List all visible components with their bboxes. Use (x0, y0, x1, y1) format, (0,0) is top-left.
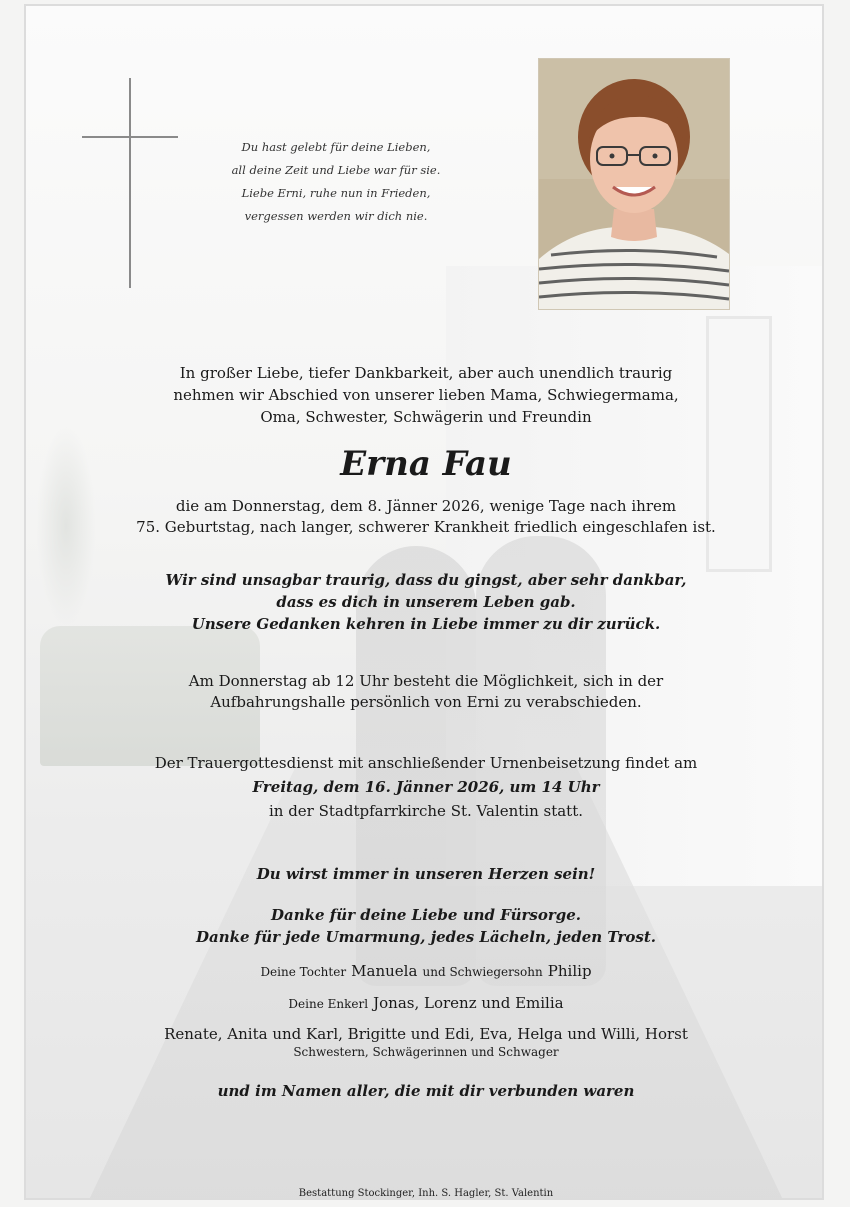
death-notice-line: 75. Geburtstag, nach langer, schwerer Krankheit friedlich eingeschlafen ist. (136, 518, 716, 536)
grandchildren-names: Jonas, Lorenz und Emilia (373, 994, 564, 1012)
death-notice-line: die am Donnerstag, dem 8. Jänner 2026, wenige Tage nach ihrem (175, 497, 677, 515)
siblings-relation: Schwestern, Schwägerinnen und Schwager (293, 1045, 559, 1059)
service-date: Freitag, dem 16. Jänner 2026, um 14 Uhr (252, 778, 600, 796)
son-in-law-name: Philip (547, 962, 592, 980)
siblings-names: Renate, Anita und Karl, Brigitte und Edi, Eva, Helga und Willi, Horst (164, 1025, 688, 1043)
family-daughter (26, 960, 824, 983)
portrait-photo (538, 58, 730, 310)
closing-text: und im Namen aller, die mit dir verbunden waren (217, 1082, 635, 1100)
viewing-info (26, 671, 824, 713)
undertaker-footer: Bestattung Stockinger, Inh. S. Hagler, St. Valentin (298, 1188, 554, 1199)
family-grandchildren (26, 992, 824, 1015)
grief-line: Unsere Gedanken kehren in Liebe immer zu dir zurück. (191, 615, 661, 633)
poem-line: Liebe Erni, ruhe nun in Frieden, (241, 186, 431, 200)
parte-frame (24, 4, 824, 1200)
poem-line: all deine Zeit und Liebe war für sie. (231, 163, 441, 177)
intro-line: Oma, Schwester, Schwägerin und Freundin (260, 408, 592, 426)
intro-text (26, 362, 824, 428)
thanks-text (26, 904, 824, 948)
daughter-name: Manuela (351, 962, 418, 980)
heart-text: Du wirst immer in unseren Herzen sein! (256, 865, 596, 883)
death-notice (26, 496, 824, 538)
thanks-line: Danke für jede Umarmung, jedes Lächeln, jeden Trost. (196, 928, 656, 946)
service-line: Der Trauergottesdienst mit anschließender Urnenbeisetzung findet am (154, 754, 698, 772)
funeral-service-info (26, 751, 824, 823)
poem-line: Du hast gelebt für deine Lieben, (241, 140, 431, 154)
deceased-name: Erna Fau (340, 444, 512, 484)
grief-line: Wir sind unsagbar traurig, dass du gingst, aber sehr dankbar, (165, 571, 687, 589)
cross-icon-vertical (129, 78, 131, 288)
thanks-line: Danke für deine Liebe und Fürsorge. (270, 906, 582, 924)
service-location: in der Stadtpfarrkirche St. Valentin statt. (268, 802, 584, 820)
viewing-line: Aufbahrungshalle persönlich von Erni zu verabschieden. (210, 693, 642, 711)
daughter-label: Deine Tochter (260, 965, 347, 979)
intro-line: In großer Liebe, tiefer Dankbarkeit, aber auch unendlich traurig (179, 364, 673, 382)
grief-line: dass es dich in unserem Leben gab. (276, 593, 576, 611)
son-in-law-label: und Schwiegersohn (422, 965, 543, 979)
grandchildren-label: Deine Enkerl (288, 997, 369, 1011)
poem (196, 136, 476, 228)
poem-line: vergessen werden wir dich nie. (244, 209, 428, 223)
grief-text (26, 569, 824, 635)
intro-line: nehmen wir Abschied von unserer lieben Mama, Schwiegermama, (173, 386, 679, 404)
family-siblings (26, 1024, 824, 1060)
cross-icon-horizontal (82, 136, 178, 138)
viewing-line: Am Donnerstag ab 12 Uhr besteht die Möglichkeit, sich in der (188, 672, 664, 690)
